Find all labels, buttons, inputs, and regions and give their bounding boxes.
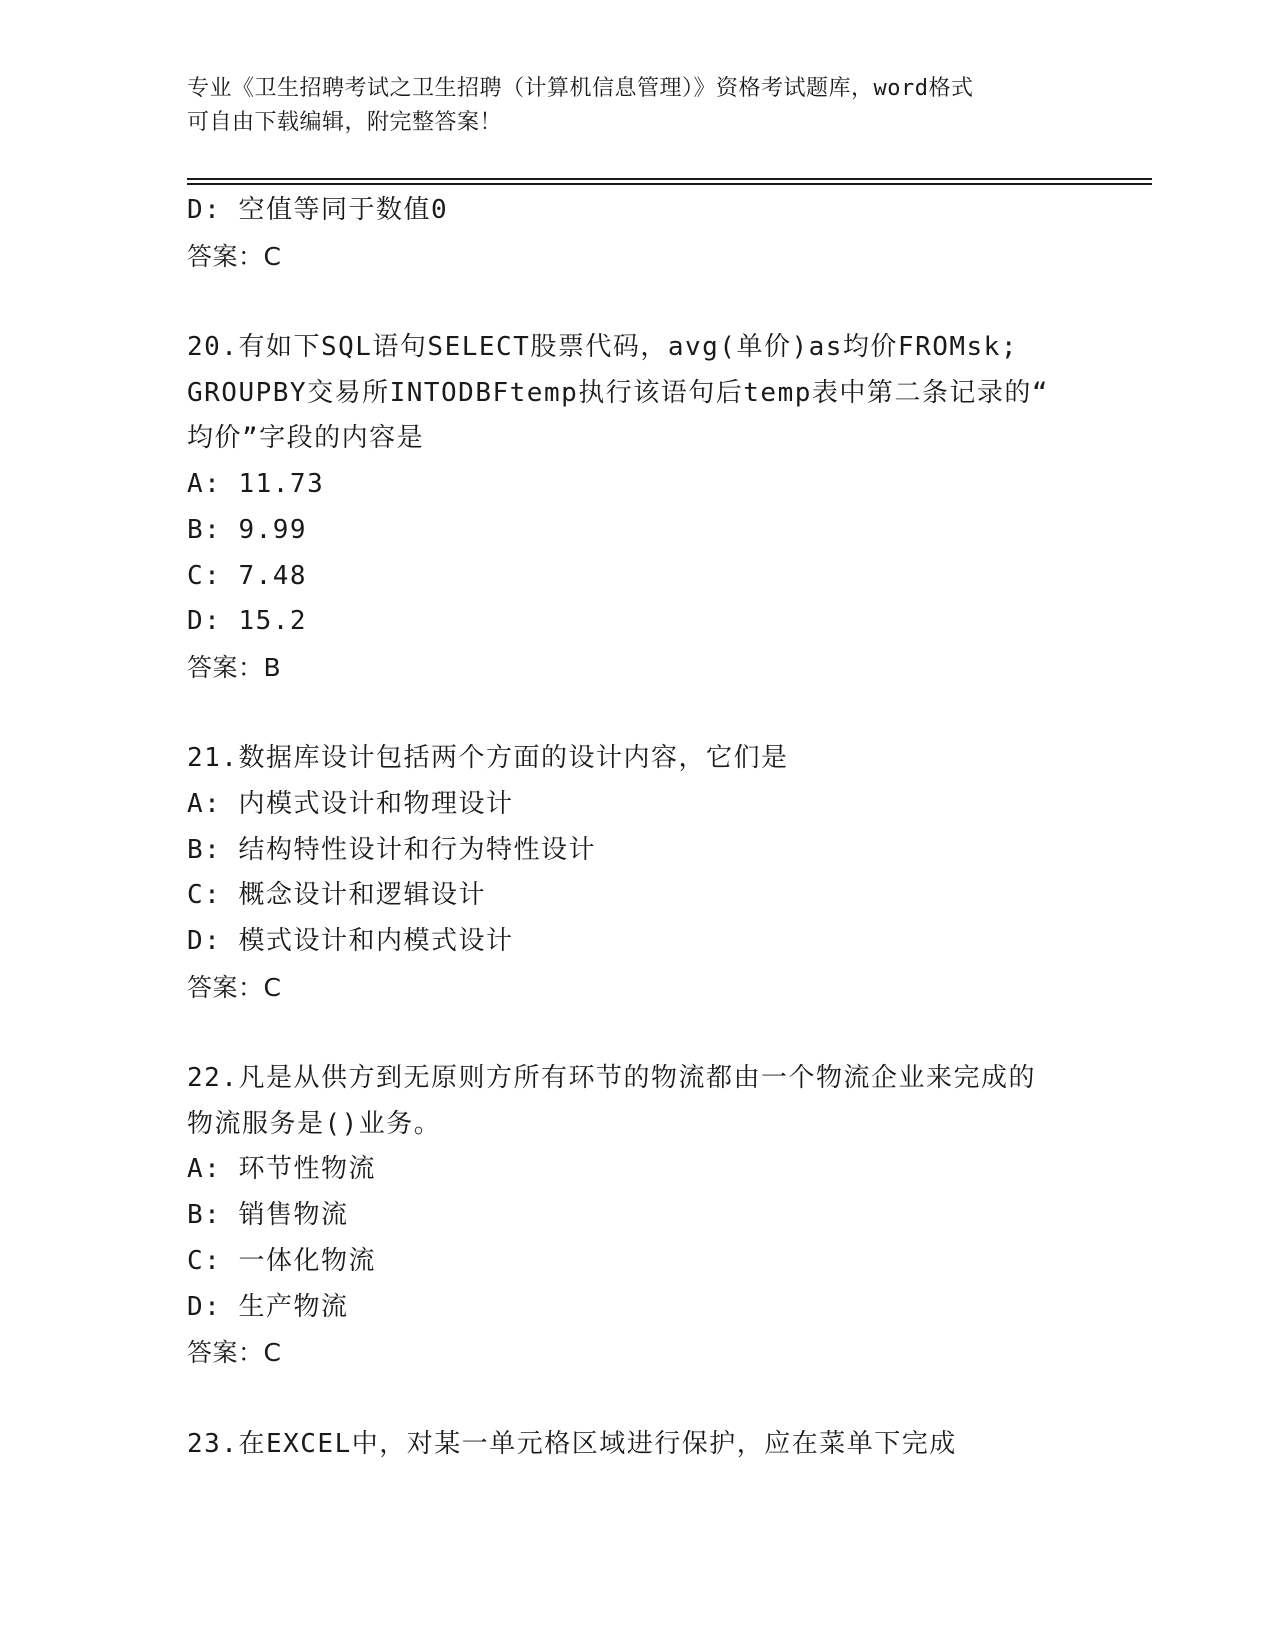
option-b: B: 9.99 [187,514,308,545]
question-stem: 均价”字段的内容是 [187,423,425,454]
page-header [187,72,1067,140]
option-b: B: 结构特性设计和行为特性设计 [187,834,596,865]
spacer [187,1376,1152,1422]
question-block-22 [187,1056,1152,1376]
question-stem: 物流服务是()业务。 [187,1108,442,1139]
answer-line: 答案：C [187,241,282,271]
header-title-line-1: 专业《卫生招聘考试之卫生招聘（计算机信息管理）》资格考试题库，word格式 [187,76,974,101]
question-stem: 22.凡是从供方到无原则方所有环节的物流都由一个物流企业来完成的 [187,1063,1036,1094]
option-b: B: 销售物流 [187,1200,349,1231]
option-c: C: 概念设计和逻辑设计 [187,880,486,911]
option-d: D: 15.2 [187,606,308,637]
question-stem: GROUPBY交易所INTODBFtemp执行该语句后temp表中第二条记录的“ [187,377,1050,408]
option-a: A: 环节性物流 [187,1154,376,1185]
header-title-line-2: 可自由下载编辑，附完整答案！ [187,110,503,135]
answer-line: 答案：B [187,652,282,682]
header-divider-top [187,178,1152,180]
question-block-23 [187,1422,1152,1468]
spacer [187,279,1152,325]
option-c: C: 一体化物流 [187,1245,376,1276]
question-block-prev [187,188,1152,279]
spacer [187,1010,1152,1056]
option-d: D: 生产物流 [187,1291,349,1322]
spacer [187,691,1152,737]
question-stem: 20.有如下SQL语句SELECT股票代码，avg(单价)as均价FROMsk; [187,332,1018,363]
header-divider-bottom [187,183,1152,185]
option-d: D: 模式设计和内模式设计 [187,926,514,956]
answer-line: 答案：C [187,1338,282,1368]
answer-line: 答案：C [187,972,282,1002]
question-list [187,188,1152,1467]
option-d: D: 空值等同于数值0 [187,195,449,225]
question-stem: 23.在EXCEL中，对某一单元格区域进行保护，应在菜单下完成 [187,1428,957,1459]
option-a: A: 11.73 [187,469,325,500]
option-c: C: 7.48 [187,560,308,591]
question-block-21 [187,736,1152,1010]
question-block-20 [187,325,1152,691]
question-stem: 21.数据库设计包括两个方面的设计内容，它们是 [187,743,789,774]
option-a: A: 内模式设计和物理设计 [187,788,514,819]
